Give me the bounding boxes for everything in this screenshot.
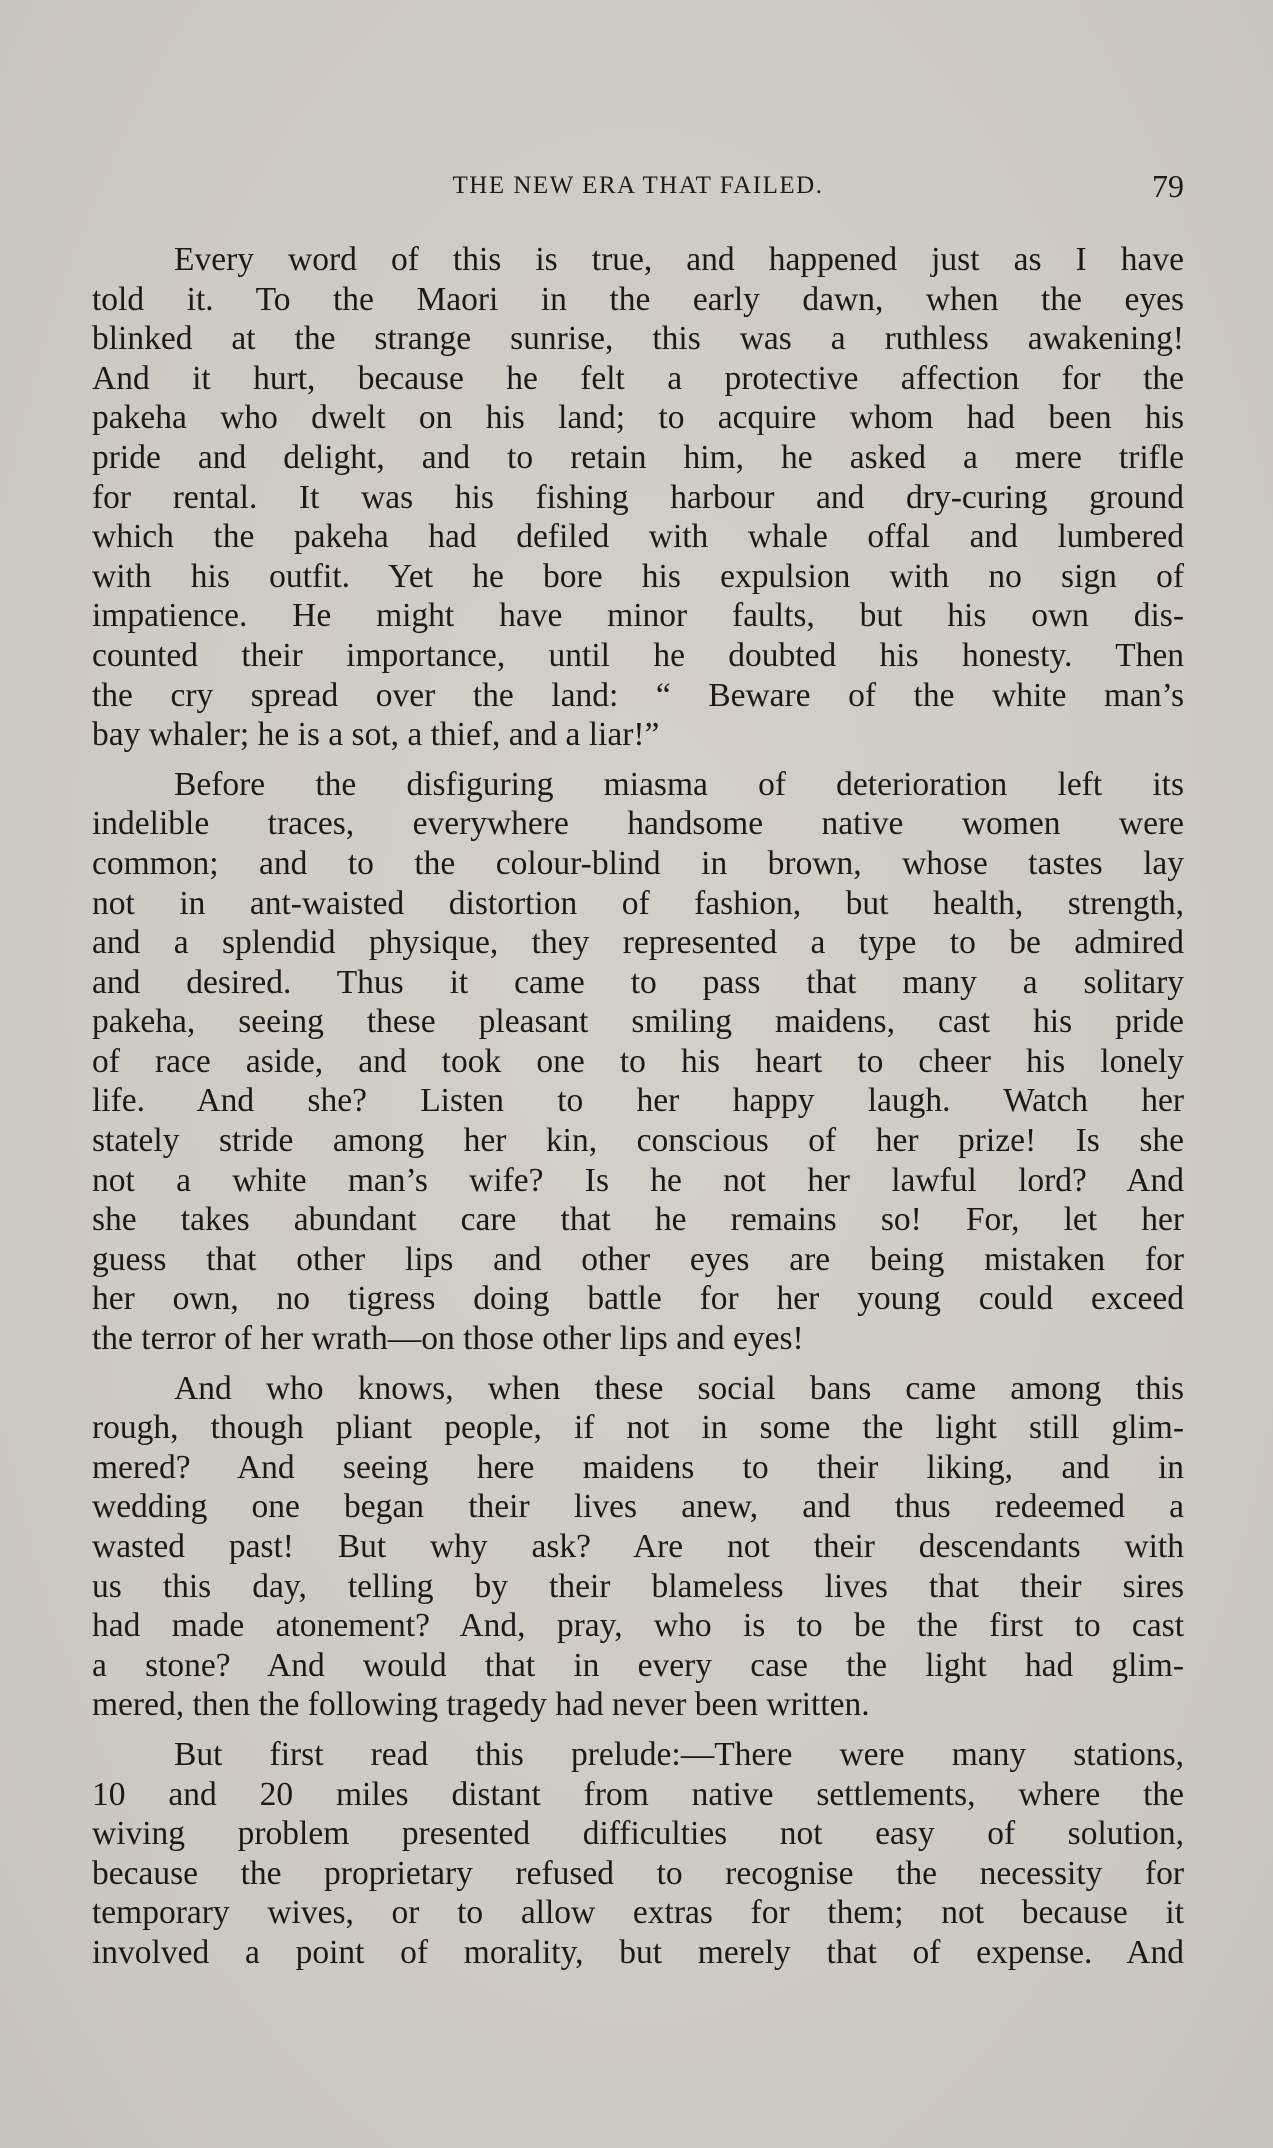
text-line: Every word of this is true, and happened just as I have [174, 241, 1184, 278]
text-line: And who knows, when these social bans came among this [174, 1369, 1184, 1407]
text-line: of race aside, and took one to his heart to cheer his lonely [92, 1042, 1184, 1080]
paragraph [92, 1369, 1184, 1725]
page-number: 79 [1152, 168, 1184, 204]
text-line: life. And she? Listen to her happy laugh. Watch her [92, 1082, 1184, 1120]
text-line: and a splendid physique, they represented a type to be admired [92, 924, 1184, 962]
text-line: indelible traces, everywhere handsome native women were [92, 805, 1184, 843]
text-line: not a white man’s wife? Is he not her lawful lord? And [92, 1161, 1184, 1199]
running-title: THE NEW ERA THAT FAILED. [452, 172, 824, 199]
text-line: the cry spread over the land: “ Beware of the white man’s [92, 676, 1184, 714]
text-line: involved a point of morality, but merely that of expense. And [92, 1933, 1184, 1971]
text-line: wasted past! But why ask? Are not their descendants with [92, 1528, 1184, 1565]
text-line: bay whaler; he is a sot, a thief, and a liar!” [92, 716, 660, 754]
text-line: pakeha who dwelt on his land; to acquire whom had been his [92, 399, 1184, 437]
text-line: told it. To the Maori in the early dawn, when the eyes [92, 280, 1184, 318]
text-line: a stone? And would that in every case the light had glim- [92, 1646, 1184, 1684]
page-header [92, 168, 1184, 208]
text-line: wedding one began their lives anew, and thus redeemed a [92, 1488, 1184, 1526]
text-line: Before the disfiguring miasma of deterioration left its [174, 765, 1184, 803]
text-line: stately stride among her kin, conscious of her prize! Is she [92, 1122, 1184, 1160]
text-line: 10 and 20 miles distant from native settlements, where the [92, 1775, 1184, 1813]
body-text [92, 240, 1184, 1983]
text-line: the terror of her wrath—on those other lips and eyes! [92, 1320, 804, 1358]
paragraph [92, 1735, 1184, 1973]
paragraph [92, 765, 1184, 1359]
text-line: for rental. It was his fishing harbour and dry-curing ground [92, 478, 1184, 516]
text-line: common; and to the colour-blind in brown, whose tastes lay [92, 844, 1184, 882]
text-line: her own, no tigress doing battle for her young could exceed [92, 1280, 1184, 1318]
text-line: which the pakeha had defiled with whale offal and lumbered [92, 518, 1184, 556]
text-line: And it hurt, because he felt a protective affection for the [92, 359, 1184, 397]
text-line: pakeha, seeing these pleasant smiling maidens, cast his pride [92, 1003, 1184, 1041]
text-line: mered? And seeing here maidens to their liking, and in [92, 1448, 1184, 1486]
text-line: wiving problem presented difficulties not easy of solution, [92, 1815, 1184, 1853]
text-line: with his outfit. Yet he bore his expulsion with no sign of [92, 557, 1184, 595]
text-line: rough, though pliant people, if not in some the light still glim- [92, 1409, 1184, 1447]
text-line: guess that other lips and other eyes are being mistaken for [92, 1240, 1184, 1278]
text-line: mered, then the following tragedy had never been written. [92, 1686, 870, 1724]
text-line: she takes abundant care that he remains so! For, let her [92, 1201, 1184, 1239]
text-line: blinked at the strange sunrise, this was a ruthless awakening! [92, 320, 1184, 358]
text-line: because the proprietary refused to recognise the necessity for [92, 1854, 1184, 1892]
text-line: us this day, telling by their blameless lives that their sires [92, 1567, 1184, 1605]
text-line: impatience. He might have minor faults, but his own dis- [92, 597, 1184, 635]
text-line: But first read this prelude:—There were many stations, [174, 1735, 1184, 1773]
text-line: had made atonement? And, pray, who is to be the first to cast [92, 1607, 1184, 1645]
text-line: counted their importance, until he doubted his honesty. Then [92, 636, 1184, 674]
text-line: pride and delight, and to retain him, he asked a mere trifle [92, 438, 1184, 476]
paragraph [92, 240, 1184, 755]
text-line: not in ant-waisted distortion of fashion, but health, strength, [92, 884, 1184, 922]
text-line: and desired. Thus it came to pass that many a solitary [92, 963, 1184, 1001]
text-line: temporary wives, or to allow extras for them; not because it [92, 1894, 1184, 1932]
